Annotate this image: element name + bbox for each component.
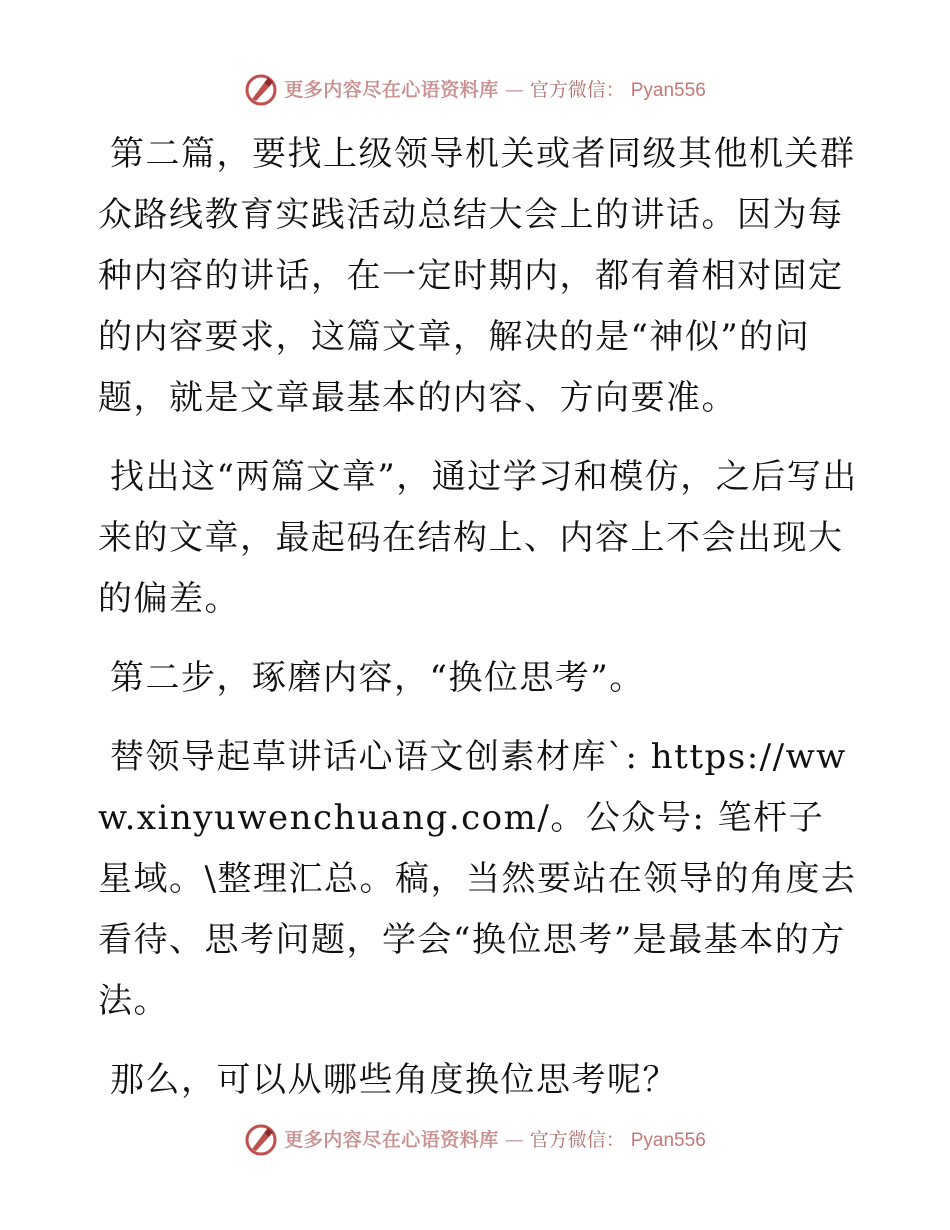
banner-dash: — bbox=[504, 1128, 524, 1151]
banner-main-text: 更多内容尽在心语资料库 bbox=[284, 1128, 499, 1151]
paragraph-2: 找出这“两篇文章”，通过学习和模仿，之后写出来的文章，最起码在结构上、内容上不会出现大的偏差。 bbox=[98, 457, 858, 619]
pen-logo-icon bbox=[244, 1123, 278, 1157]
banner-wechat-id: Pyan556 bbox=[630, 1129, 706, 1151]
banner-wechat-label: 官方微信： bbox=[529, 1128, 625, 1151]
paragraph-4: 替领导起草讲话心语文创素材库`: https://www.xinyuwenchuang.com/。公众号: 笔杆子星域。\整理汇总。稿，当然要站在领导的角度去看待、思考问题，学会“换位思考”是最基本的方法。 bbox=[98, 737, 857, 1021]
paragraph-5: 那么，可以从哪些角度换位思考呢？ bbox=[110, 1060, 678, 1100]
banner-wechat-label: 官方微信： bbox=[529, 78, 625, 101]
footer-banner bbox=[0, 1120, 950, 1160]
paragraph-1: 第二篇，要找上级领导机关或者同级其他机关群众路线教育实践活动总结大会上的讲话。因为每种内容的讲话，在一定时期内，都有着相对固定的内容要求，这篇文章，解决的是“神似”的问题，就是文章最基本的内容、方向要准。 bbox=[98, 134, 856, 418]
document-body bbox=[98, 124, 858, 1129]
banner-dash: — bbox=[504, 78, 524, 101]
banner-wechat-id: Pyan556 bbox=[630, 79, 706, 101]
paragraph-3: 第二步，琢磨内容，“换位思考”。 bbox=[110, 658, 645, 698]
banner-main-text: 更多内容尽在心语资料库 bbox=[284, 78, 499, 101]
pen-logo-icon bbox=[244, 73, 278, 107]
header-banner bbox=[0, 70, 950, 110]
